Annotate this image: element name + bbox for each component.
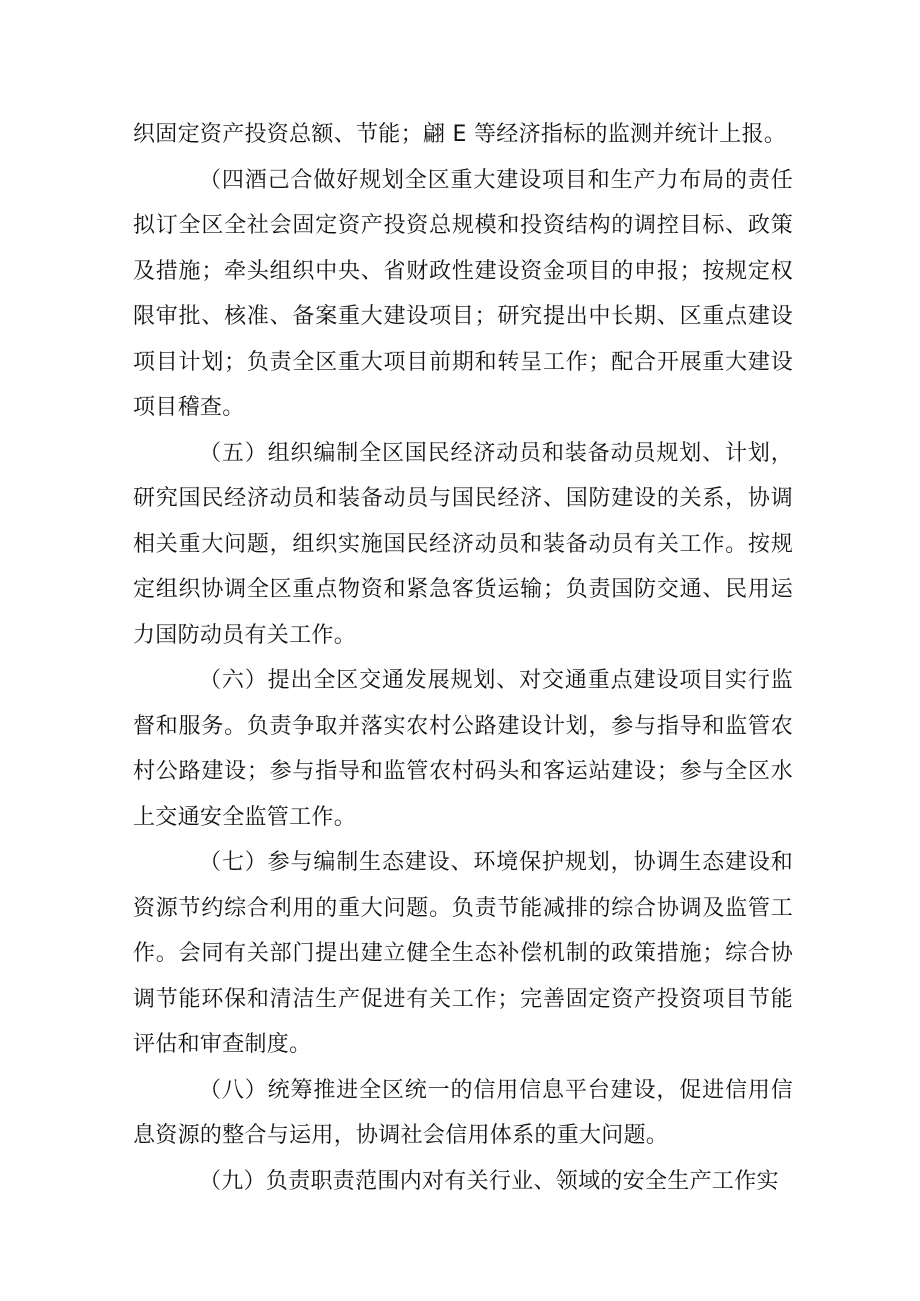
paragraph-item-4: （四酒己合做好规划全区重大建设项目和生产力布局的责任拟订全区全社会固定资产投资总规模和投资结构的调控目标、政策及措施；牵头组织中央、省财政性建设资金项目的申报；按规定权限审批、核准、备案重大建设项目；研究提出中长期、区重点建设项目计划；负责全区重大项目前期和转呈工作；配合开展重大建设项目稽查。 [133,167,793,420]
paragraph-item-9: （九）负责职责范围内对有关行业、领域的安全生产工作实 [199,1168,779,1194]
paragraph-item-8: （八）统筹推进全区统一的信用信息平台建设，促进信用信息资源的整合与运用，协调社会信用体系的重大问题。 [133,1077,793,1148]
document-body [133,112,793,1204]
paragraph-item-7: （七）参与编制生态建设、环境保护规划，协调生态建设和资源节约综合利用的重大问题。负责节能减排的综合协调及监管工作。会同有关部门提出建立健全生态补偿机制的政策措施；综合协调节能环保和清洁生产促进有关工作；完善固定资产投资项目节能评估和审查制度。 [133,850,793,1057]
paragraph-continuation: 织固定资产投资总额、节能；翩 E 等经济指标的监测并统计上报。 [133,122,787,147]
paragraph-item-5: （五）组织编制全区国民经济动员和装备动员规划、计划，研究国民经济动员和装备动员与国民经济、国防建设的关系，协调相关重大问题，组织实施国民经济动员和装备动员有关工作。按规定组织协调全区重点物资和紧急客货运输；负责国防交通、民用运力国防动员有关工作。 [133,440,793,648]
paragraph-item-6: （六）提出全区交通发展规划、对交通重点建设项目实行监督和服务。负责争取并落实农村公路建设计划，参与指导和监管农村公路建设；参与指导和监管农村码头和客运站建设；参与全区水上交通安全监管工作。 [133,668,793,830]
